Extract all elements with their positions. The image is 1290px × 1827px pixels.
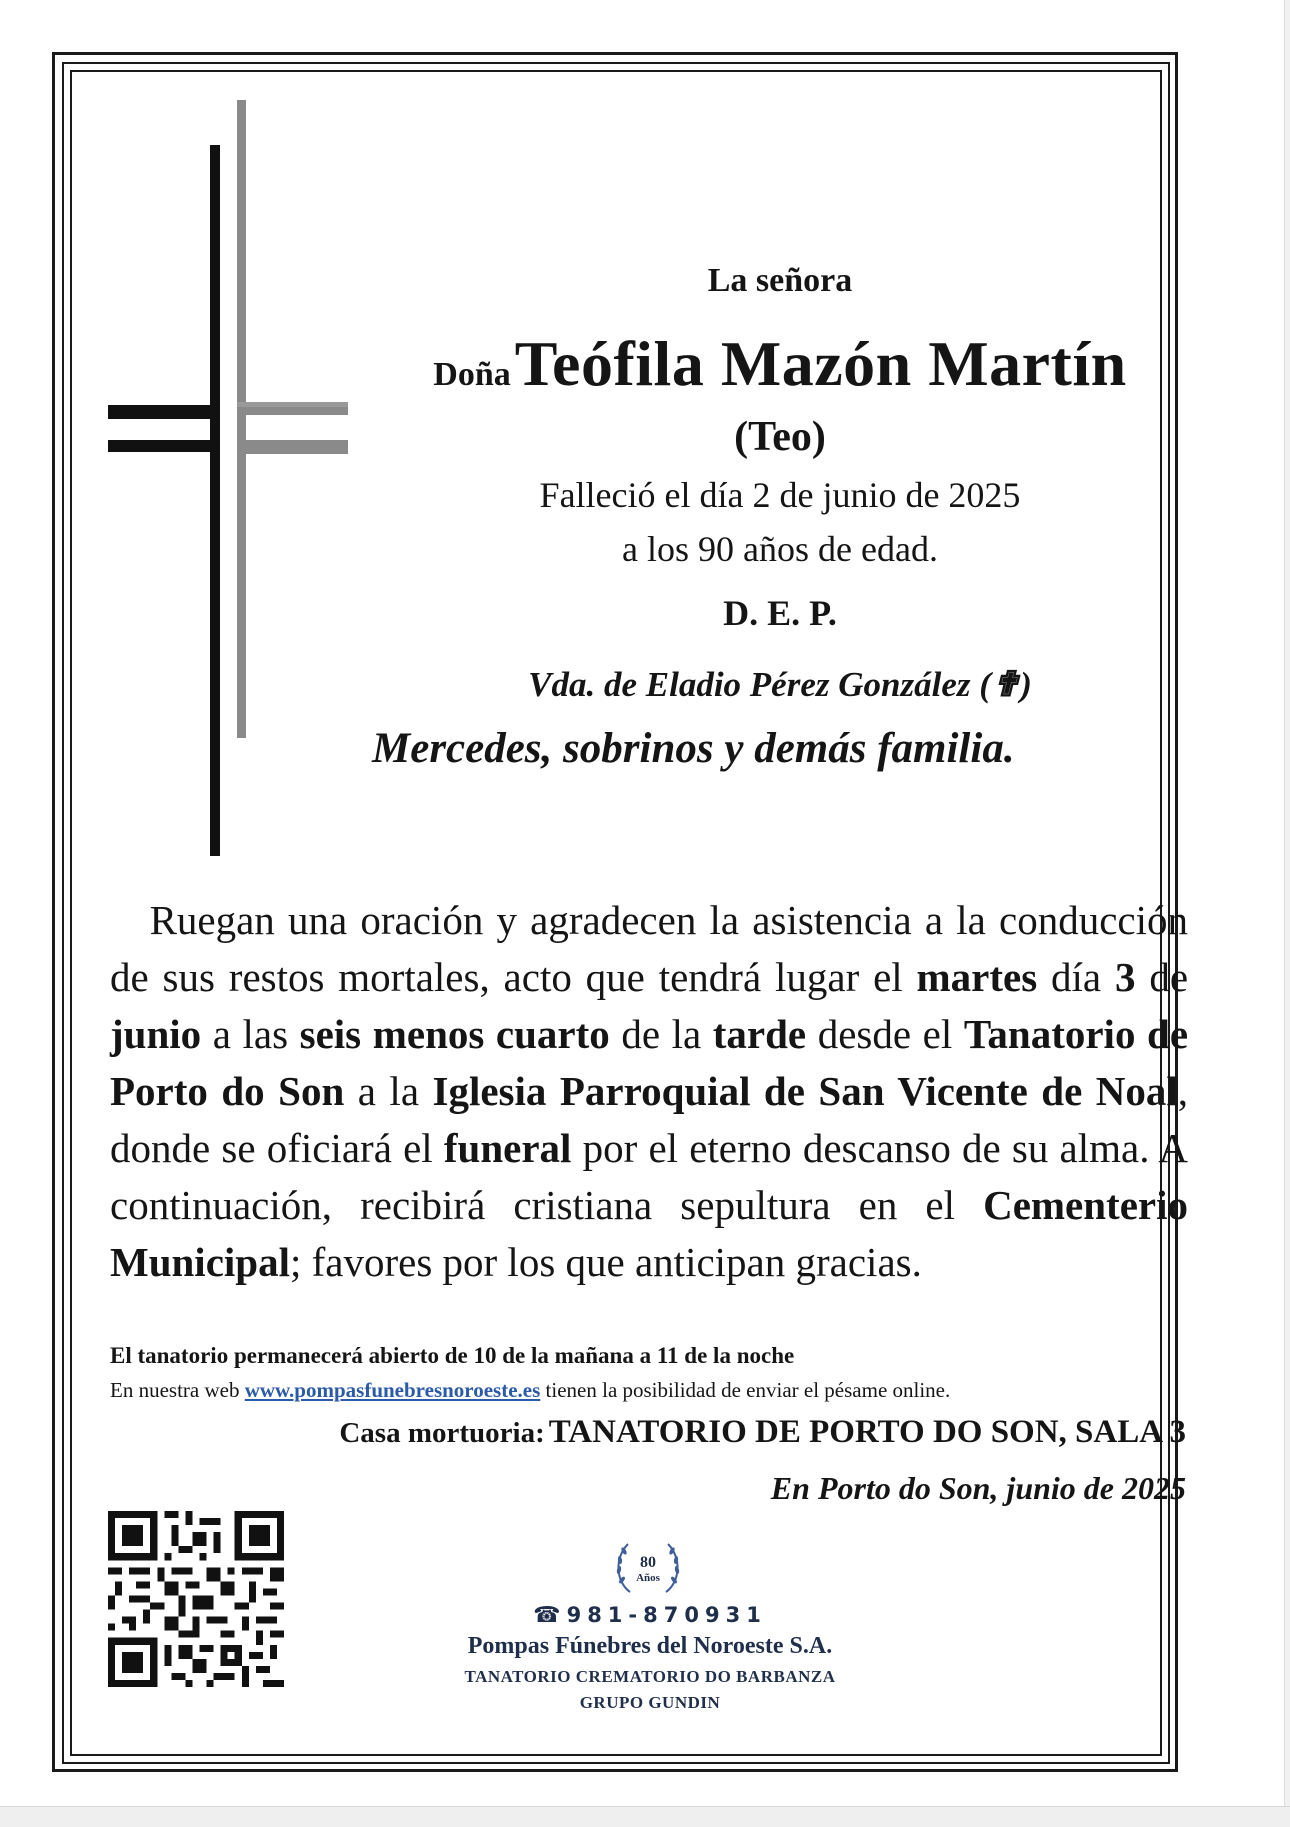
ceremony-paragraph xyxy=(110,892,1188,1291)
anniversary-logo xyxy=(608,1534,688,1600)
logo-number: 80 xyxy=(640,1554,656,1571)
casa-value: TANATORIO DE PORTO DO SON, SALA 3 xyxy=(548,1414,1186,1450)
body-bold-iglesia: Iglesia Parroquial de San Vicente de Noal xyxy=(432,1068,1178,1114)
opening-hours-note: El tanatorio permanecerá abierto de 10 de la mañana a 11 de la noche xyxy=(110,1343,795,1368)
body-text: a la xyxy=(357,1068,420,1114)
web-note-suffix: tienen la posibilidad de enviar el pésame online. xyxy=(545,1378,951,1402)
company-name: Pompas Fúnebres del Noroeste S.A. xyxy=(467,1633,833,1659)
phone-line xyxy=(450,1603,850,1628)
website-link[interactable]: www.pompasfunebresnoroeste.es xyxy=(244,1378,541,1402)
body-bold-tarde: tarde xyxy=(712,1011,807,1057)
body-text: de la xyxy=(621,1011,702,1057)
body-bold-funeral: funeral xyxy=(443,1125,572,1171)
body-text: desde el xyxy=(817,1011,953,1057)
body-text: , donde se oficiará el xyxy=(110,1068,1188,1171)
company-subtitle: TANATORIO CREMATORIO DO BARBANZA xyxy=(464,1667,836,1686)
nickname: (Teo) xyxy=(734,414,826,460)
telephone-icon: ☎ xyxy=(533,1603,561,1628)
body-text: de xyxy=(1149,954,1189,1000)
cross-icon xyxy=(108,100,348,860)
name-prefix: Doña xyxy=(433,356,511,393)
place-date: En Porto do Son, junio de 2025 xyxy=(770,1470,1186,1506)
body-bold-time: seis menos cuarto xyxy=(299,1011,610,1057)
body-text: día xyxy=(1051,954,1102,1000)
body-text: a las xyxy=(212,1011,289,1057)
body-text: por el eterno descanso de su alma. A continuación, recibirá cristiana sepultura en el xyxy=(110,1125,1189,1228)
family-line: Mercedes, sobrinos y demás familia. xyxy=(372,725,1015,772)
web-note-prefix: En nuestra web xyxy=(110,1378,240,1402)
qr-code-icon[interactable] xyxy=(108,1511,284,1687)
death-date-line: Falleció el día 2 de junio de 2025 xyxy=(539,475,1021,515)
body-text: ; favores por los que anticipan gracias. xyxy=(289,1239,922,1285)
body-bold-tanatorio: Tanatorio de Porto do Son xyxy=(110,1011,1189,1114)
page-bottom-edge xyxy=(0,1806,1290,1827)
widow-line: Vda. de Eladio Pérez González (✟) xyxy=(528,665,1032,704)
body-bold-month: junio xyxy=(110,1011,202,1057)
logo-word: Años xyxy=(636,1572,660,1584)
body-bold-number: 3 xyxy=(1114,954,1136,1000)
dep-line: D. E. P. xyxy=(723,593,837,633)
body-bold-day: martes xyxy=(916,954,1038,1000)
salutation: La señora xyxy=(707,262,853,299)
age-line: a los 90 años de edad. xyxy=(622,529,938,569)
page-right-edge xyxy=(1284,0,1290,1806)
company-group: GRUPO GUNDIN xyxy=(579,1693,721,1712)
casa-mortuoria xyxy=(339,1414,1186,1451)
body-bold-cementerio: Cementerio Municipal xyxy=(110,1182,1188,1285)
name-main: Teófila Mazón Martín xyxy=(514,328,1127,399)
deceased-name xyxy=(350,327,1210,401)
phone-number[interactable]: 981-870931 xyxy=(566,1603,767,1627)
casa-label: Casa mortuoria: xyxy=(339,1417,545,1449)
web-note xyxy=(110,1378,950,1403)
body-text: Ruegan una oración y agradecen la asistencia a la conducción de sus restos mortales, acto que tendrá lugar el xyxy=(110,897,1188,1000)
